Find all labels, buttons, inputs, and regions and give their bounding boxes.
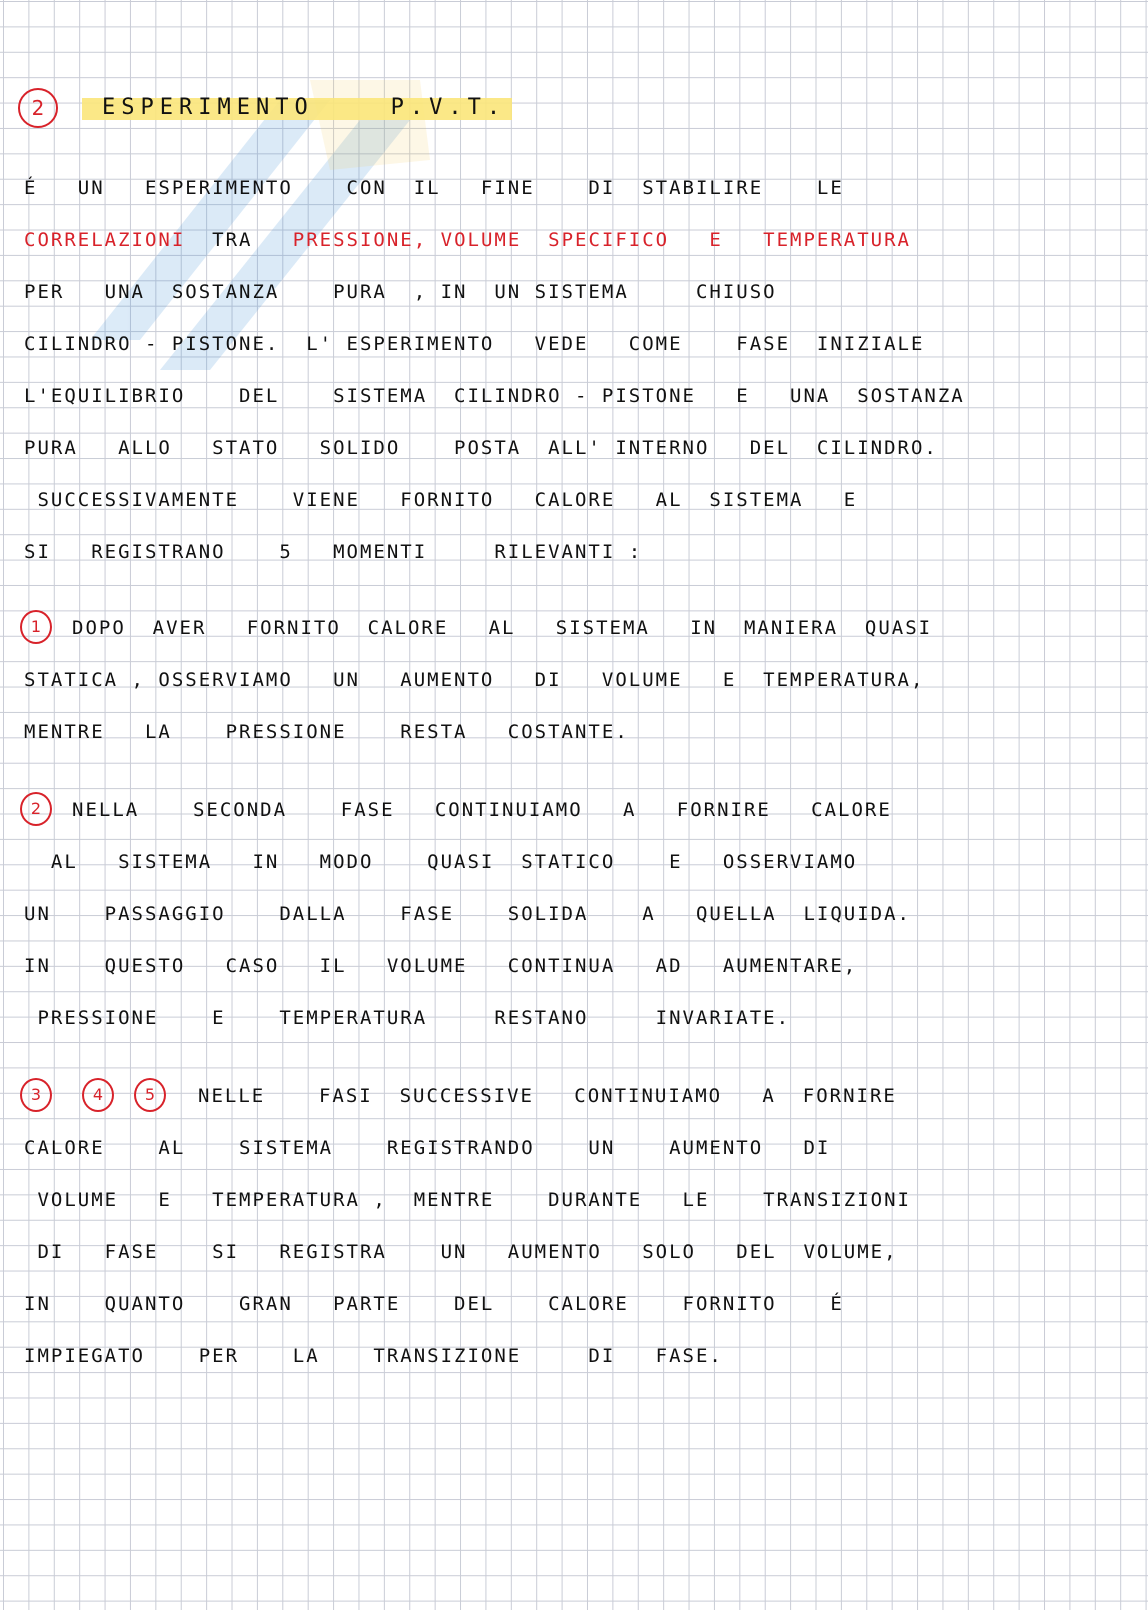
section-line: CALORE AL SISTEMA REGISTRANDO UN AUMENTO DI [24, 1137, 831, 1159]
intro-line [0, 532, 1148, 572]
section-line: NELLA SECONDA FASE CONTINUIAMO A FORNIRE CALORE [72, 799, 892, 821]
section-line: MENTRE LA PRESSIONE RESTA COSTANTE. [24, 721, 629, 743]
title-number-circle: 2 [18, 88, 58, 128]
step-number-circle: 2 [20, 792, 52, 826]
text-segment: É UN ESPERIMENTO CON IL FINE DI STABILIRE LE [24, 177, 844, 199]
section-line: UN PASSAGGIO DALLA FASE SOLIDA A QUELLA LIQUIDA. [24, 903, 911, 925]
intro-line [0, 428, 1148, 468]
step-number-circle: 1 [20, 610, 52, 644]
section-line: DI FASE SI REGISTRA UN AUMENTO SOLO DEL VOLUME, [24, 1241, 898, 1263]
section-line: DOPO AVER FORNITO CALORE AL SISTEMA IN MANIERA QUASI [72, 617, 933, 639]
section-line: PRESSIONE E TEMPERATURA RESTANO INVARIATE. [24, 1007, 791, 1029]
intro-line [0, 376, 1148, 416]
text-segment: CILINDRO - PISTONE. L' ESPERIMENTO VEDE COME FASE INIZIALE [24, 333, 925, 355]
highlighted-text: CORRELAZIONI [24, 229, 186, 251]
intro-line [0, 324, 1148, 364]
text-segment: PURA ALLO STATO SOLIDO POSTA ALL' INTERNO DEL CILINDRO. [24, 437, 938, 459]
section-line: IMPIEGATO PER LA TRANSIZIONE DI FASE. [24, 1345, 723, 1367]
text-segment: SI REGISTRANO 5 MOMENTI RILEVANTI : [24, 541, 643, 563]
intro-line [0, 168, 1148, 208]
text-segment: TRA [185, 229, 293, 251]
section-line: AL SISTEMA IN MODO QUASI STATICO E OSSERVIAMO [24, 851, 858, 873]
intro-line [0, 272, 1148, 312]
page-title: ESPERIMENTO P.V.T. [102, 95, 507, 120]
intro-line [0, 480, 1148, 520]
section-line: NELLE FASI SUCCESSIVE CONTINUIAMO A FORNIRE [198, 1085, 897, 1107]
title-row [14, 84, 614, 132]
text-segment: PER UNA SOSTANZA PURA , IN UN SISTEMA CHIUSO [24, 281, 777, 303]
step-number-circle: 3 [20, 1078, 52, 1112]
section-line: VOLUME E TEMPERATURA , MENTRE DURANTE LE TRANSIZIONI [24, 1189, 911, 1211]
section-line: IN QUANTO GRAN PARTE DEL CALORE FORNITO É [24, 1293, 844, 1315]
highlighted-text: PRESSIONE, VOLUME SPECIFICO E TEMPERATURA [292, 229, 911, 251]
step-number-circle: 5 [134, 1078, 166, 1112]
text-segment: SUCCESSIVAMENTE VIENE FORNITO CALORE AL SISTEMA E [24, 489, 858, 511]
text-segment: L'EQUILIBRIO DEL SISTEMA CILINDRO - PISTONE E UNA SOSTANZA [24, 385, 965, 407]
intro-line [0, 220, 1148, 260]
section-line: STATICA , OSSERVIAMO UN AUMENTO DI VOLUME E TEMPERATURA, [24, 669, 925, 691]
section-line: IN QUESTO CASO IL VOLUME CONTINUA AD AUMENTARE, [24, 955, 858, 977]
step-number-circle: 4 [82, 1078, 114, 1112]
